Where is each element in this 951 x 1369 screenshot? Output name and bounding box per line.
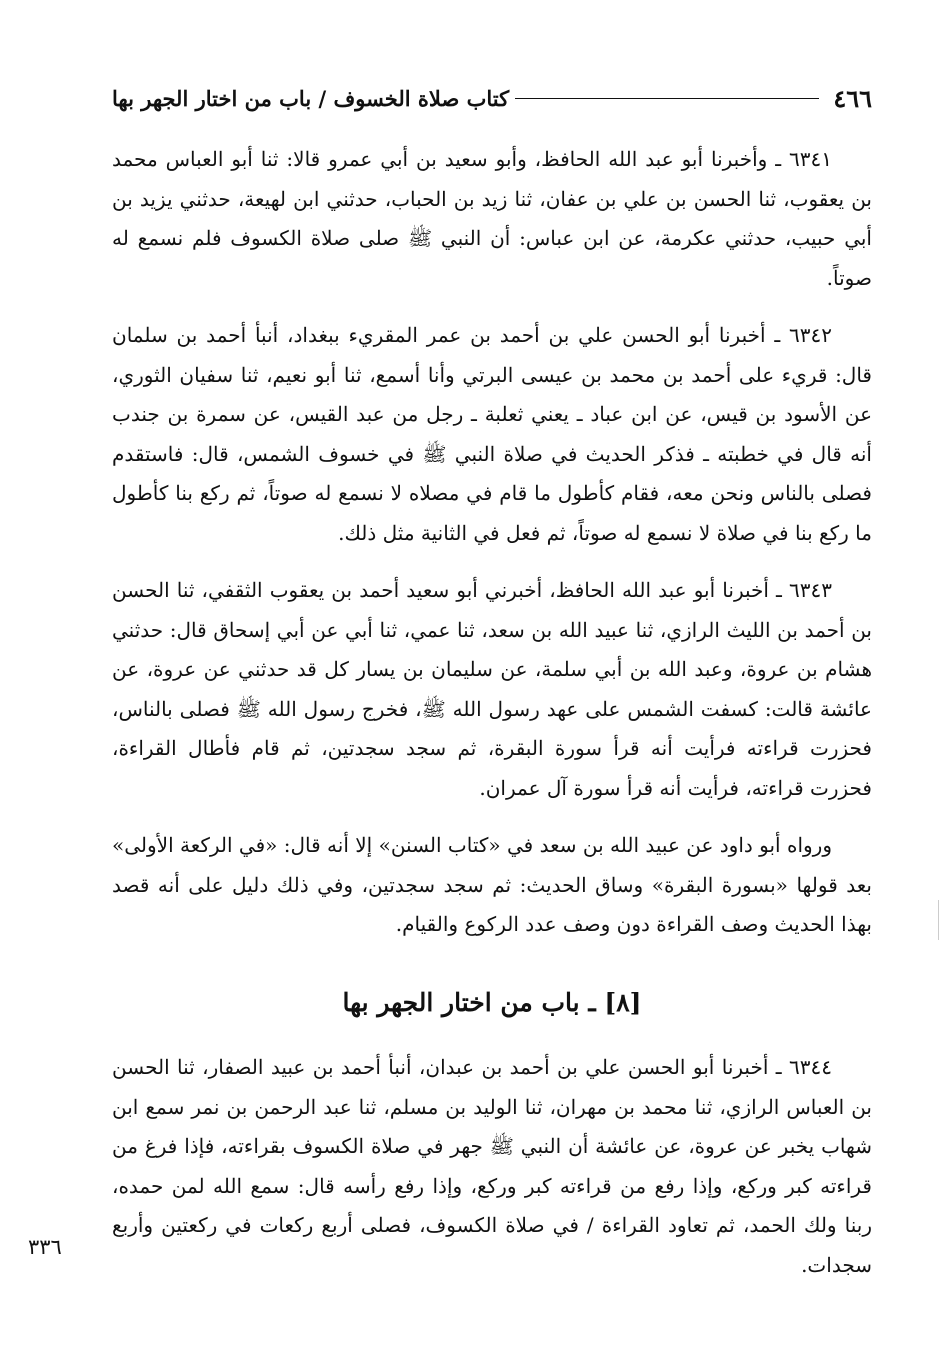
hadith-6344: ٦٣٤٤ ـ أخبرنا أبو الحسن علي بن أحمد بن عبدان، أنبأ أحمد بن عبيد الصفار، ثنا الحسن بن العباس الرازي، ثنا محمد بن مهران، ثنا الوليد بن مسلم، ثنا عبد الرحمن بن نمر سمع ابن شهاب يخبر عن عروة، عن عائشة أن النبي ﷺ جهر في صلاة الكسوف بقراءته، فإذا فرغ من قراءته كبر وركع، وإذا رفع من قراءته كبر وركع، وإذا رفع رأسه قال: سمع الله لمن حمده، ربنا ولك الحمد، ثم تعاود القراءة / في صلاة الكسوف، فصلى أربع ركعات في ركعتين وأربع سجدات.	[112, 1055, 872, 1277]
hadith-6342: ٦٣٤٢ ـ أخبرنا أبو الحسن علي بن أحمد بن عمر المقريء ببغداد، أنبأ أحمد بن سلمان قال: قريء على أحمد بن محمد بن عيسى البرتي وأنا أسمع، ثنا أبو نعيم، ثنا سفيان الثوري، عن الأسود بن قيس، عن ابن عباد ـ يعني ثعلبة ـ رجل من عبد القيس، عن سمرة بن جندب أنه قال في خطبته ـ فذكر الحديث في صلاة النبي ﷺ في خسوف الشمس، قال: فاستقدم فصلى بالناس ونحن معه، فقام كأطول ما قام في مصلاه لا نسمع له صوتاً، ثم ركع بنا كأطول ما ركع بنا في صلاة لا نسمع له صوتاً، ثم فعل في الثانية مثل ذلك.	[112, 323, 872, 545]
hadith-6343: ٦٣٤٣ ـ أخبرنا أبو عبد الله الحافظ، أخبرني أبو سعيد أحمد بن يعقوب الثقفي، ثنا الحسن بن أحمد بن الليث الرازي، ثنا عبيد الله بن سعد، ثنا عمي، ثنا أبي عن أبي إسحاق قال: حدثني هشام بن عروة، وعبد الله بن أبي سلمة، عن سليمان بن يسار كل قد حدثني عن عروة، عن عائشة قالت: كسفت الشمس على عهد رسول الله ﷺ، فخرج رسول الله ﷺ فصلى بالناس، فحزرت قراءته فرأيت أنه قرأ سورة البقرة، ثم سجد سجدتين، ثم قام فأطال القراءة، فحزرت قراءته، فرأيت أنه قرأ سورة آل عمران.	[112, 578, 873, 800]
commentary-paragraph: ورواه أبو داود عن عبيد الله بن سعد في «كتاب السنن» إلا أنه قال: «في الركعة الأولى» بعد قولها «بسورة البقرة» وساق الحديث: ثم سجد سجدتين، وفي ذلك دليل على أنه قصد بهذا الحديث وصف القراءة دون وصف عدد الركوع والقيام.	[112, 833, 872, 936]
section-heading: [٨] ـ باب من اختار الجهر بها	[342, 987, 642, 1017]
margin-page-reference: ٣٣٦	[28, 1235, 62, 1259]
hadith-6341: ٦٣٤١ ـ وأخبرنا أبو عبد الله الحافظ، وأبو سعيد بن أبي عمرو قالا: ثنا أبو العباس محمد بن يعقوب، ثنا الحسن بن علي بن عفان، ثنا زيد بن الحباب، حدثني ابن لهيعة، حدثني يزيد بن أبي حبيب، حدثني عكرمة، عن ابن عباس: أن النبي ﷺ صلى صلاة الكسوف فلم نسمع له صوتاً.	[112, 147, 872, 290]
header-rule	[515, 98, 819, 99]
page-number: ٤٦٦	[833, 83, 872, 113]
running-title: كتاب صلاة الخسوف / باب من اختار الجهر بها	[112, 85, 510, 111]
running-header	[112, 78, 872, 118]
page-body	[112, 140, 872, 1285]
scan-margin-mark	[938, 900, 939, 940]
